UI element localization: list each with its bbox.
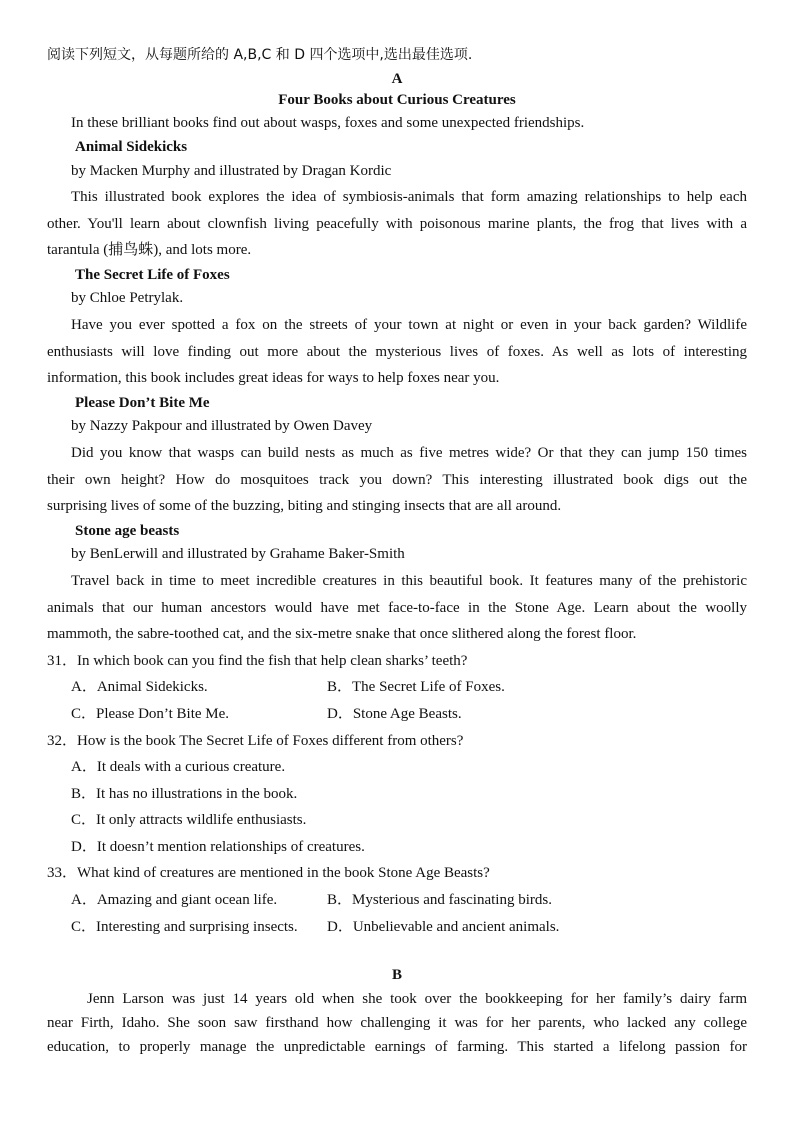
book-description-line: This illustrated book explores the idea of symbiosis-animals that form amazing relationships to help each <box>71 189 747 205</box>
book-title: Please Don’t Bite Me <box>75 395 210 411</box>
book-description-line: mammoth, the sabre-toothed cat, and the six-metre snake that once slithered along the forest floor. <box>47 626 637 642</box>
instruction-text: 阅读下列短文，从每题所给的 A,B,C 和 D 四个选项中,选出最佳选项. <box>47 47 473 63</box>
book-description-line: other. You'll learn about clownfish living peacefully with poisonous marine plants, the frog that lives with a <box>47 216 747 232</box>
answer-option: B．The Secret Life of Foxes. <box>327 679 505 695</box>
section-a-intro: In these brilliant books find out about wasps, foxes and some unexpected friendships. <box>71 115 585 131</box>
answer-option: A．It deals with a curious creature. <box>71 759 286 775</box>
passage-line: education, to properly manage the unpredictable earnings of farming. This started a lifelong passion for <box>47 1039 747 1055</box>
passage-line: Jenn Larson was just 14 years old when she took over the bookkeeping for her family’s dairy farm <box>87 991 747 1007</box>
book-title: Animal Sidekicks <box>75 139 188 155</box>
answer-option: B．It has no illustrations in the book. <box>71 786 298 802</box>
section-a-title: Four Books about Curious Creatures <box>278 92 516 108</box>
book-byline: by Nazzy Pakpour and illustrated by Owen Davey <box>71 418 373 434</box>
answer-option: C．It only attracts wildlife enthusiasts. <box>71 812 307 828</box>
book-description-line: Have you ever spotted a fox on the streets of your town at night or even in your back garden? Wildlife <box>71 317 747 333</box>
answer-option: D．It doesn’t mention relationships of creatures. <box>71 839 365 855</box>
book-byline: by BenLerwill and illustrated by Grahame Baker-Smith <box>71 546 405 562</box>
book-byline: by Macken Murphy and illustrated by Dragan Kordic <box>71 163 392 179</box>
question-stem: 33．What kind of creatures are mentioned in the book Stone Age Beasts? <box>47 865 490 881</box>
book-description-line: animals that our human ancestors would have met face-to-face in the Stone Age. Learn about the woolly <box>47 600 747 616</box>
book-description-line: enthusiasts will love finding out more about the mysterious lives of foxes. As well as lots of interesting <box>47 344 747 360</box>
book-description-line: tarantula (捕鸟蛛), and lots more. <box>47 242 252 258</box>
answer-option: C．Please Don’t Bite Me. <box>71 706 230 722</box>
book-description-line: their own height? How do mosquitoes track you down? This interesting illustrated book digs out the <box>47 472 747 488</box>
book-description-line: Did you know that wasps can build nests as much as five metres wide? Or that they can jump 150 times <box>71 445 747 461</box>
answer-option: B．Mysterious and fascinating birds. <box>327 892 552 908</box>
book-title: Stone age beasts <box>75 523 180 539</box>
answer-option: A．Animal Sidekicks. <box>71 679 208 695</box>
answer-option: A．Amazing and giant ocean life. <box>71 892 278 908</box>
question-stem: 31．In which book can you find the fish that help clean sharks’ teeth? <box>47 653 468 669</box>
book-description-line: Travel back in time to meet incredible creatures in this beautiful book. It features many of the prehistoric <box>71 573 747 589</box>
section-a-letter: A <box>391 71 403 87</box>
question-stem: 32．How is the book The Secret Life of Foxes different from others? <box>47 733 464 749</box>
section-b-letter: B <box>391 967 402 983</box>
book-description-line: information, this book includes great ideas for ways to help foxes near you. <box>47 370 500 386</box>
answer-option: D．Unbelievable and ancient animals. <box>327 919 560 935</box>
book-title: The Secret Life of Foxes <box>75 267 230 283</box>
answer-option: D．Stone Age Beasts. <box>327 706 462 722</box>
book-byline: by Chloe Petrylak. <box>71 290 184 306</box>
answer-option: C．Interesting and surprising insects. <box>71 919 298 935</box>
passage-line: near Firth, Idaho. She soon saw firsthand how challenging it was for her parents, who lacked any college <box>47 1015 747 1031</box>
book-description-line: surprising lives of some of the buzzing, biting and stinging insects that are all around. <box>47 498 562 514</box>
